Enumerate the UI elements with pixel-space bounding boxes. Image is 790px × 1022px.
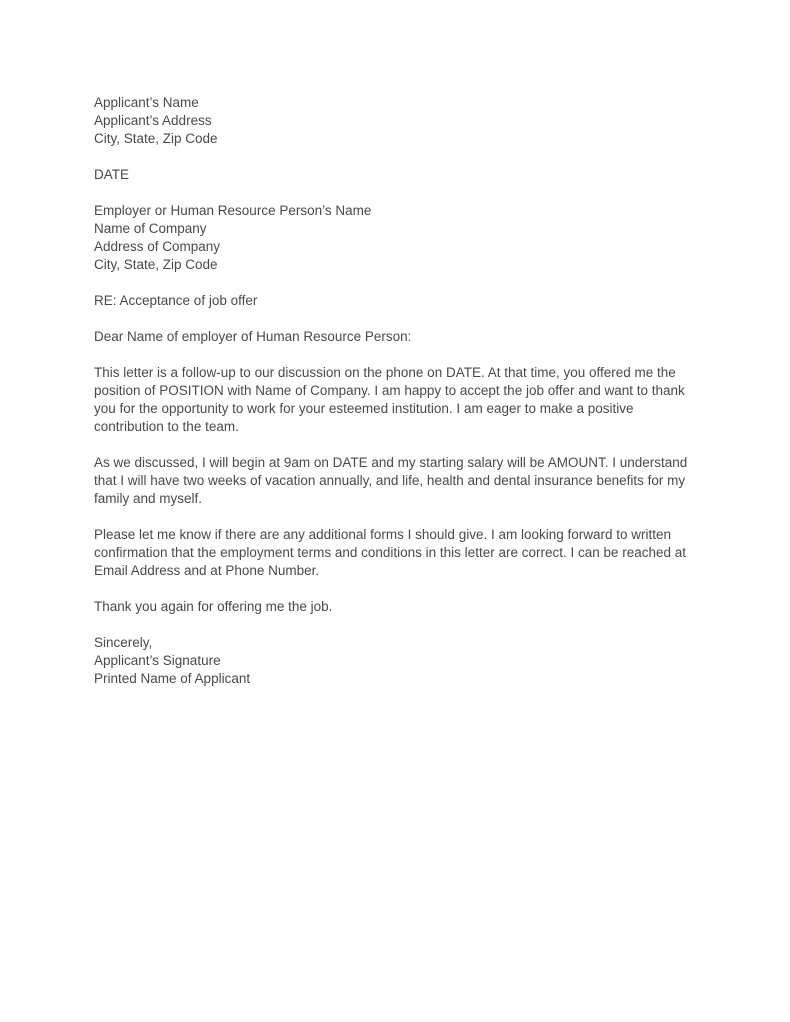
- letter-date: DATE: [94, 167, 130, 182]
- closing-line: Thank you again for offering me the job.: [94, 599, 333, 614]
- date-block: [94, 166, 696, 184]
- sender-city-state-zip: City, State, Zip Code: [94, 131, 218, 146]
- paragraph-text: As we discussed, I will begin at 9am on DATE and my starting salary will be AMOUNT. I understand that I will have two weeks of vacation annually, and life, health and dental insurance benefits for my family and myself.: [94, 455, 688, 506]
- body-paragraph-3: [94, 526, 696, 580]
- subject-block: [94, 292, 696, 310]
- recipient-name: Employer or Human Resource Person’s Name: [94, 203, 372, 218]
- recipient-address-block: [94, 202, 696, 274]
- subject-line: RE: Acceptance of job offer: [94, 293, 258, 308]
- closing-block: [94, 598, 696, 616]
- signoff-printed-name: Printed Name of Applicant: [94, 671, 251, 686]
- recipient-company-address: Address of Company: [94, 239, 221, 254]
- signoff-sincerely: Sincerely,: [94, 635, 153, 650]
- sender-address-block: [94, 94, 696, 148]
- signoff-block: [94, 634, 696, 688]
- paragraph-text: This letter is a follow-up to our discussion on the phone on DATE. At that time, you offered me the position of POSITION with Name of Company. I am happy to accept the job offer and want to thank you for the opportunity to work for your esteemed institution. I am eager to make a positive contribution to the team.: [94, 365, 685, 434]
- sender-name: Applicant’s Name: [94, 95, 199, 110]
- paragraph-text: Please let me know if there are any additional forms I should give. I am looking forward to written confirmation that the employment terms and conditions in this letter are correct. I can be reached at Email Address and at Phone Number.: [94, 527, 687, 578]
- recipient-city-state-zip: City, State, Zip Code: [94, 257, 218, 272]
- salutation-block: [94, 328, 696, 346]
- body-paragraph-2: [94, 454, 696, 508]
- body-paragraph-1: [94, 364, 696, 436]
- signoff-signature: Applicant’s Signature: [94, 653, 221, 668]
- sender-address: Applicant’s Address: [94, 113, 212, 128]
- salutation-line: Dear Name of employer of Human Resource Person:: [94, 329, 412, 344]
- recipient-company: Name of Company: [94, 221, 207, 236]
- letter-body: [94, 94, 696, 688]
